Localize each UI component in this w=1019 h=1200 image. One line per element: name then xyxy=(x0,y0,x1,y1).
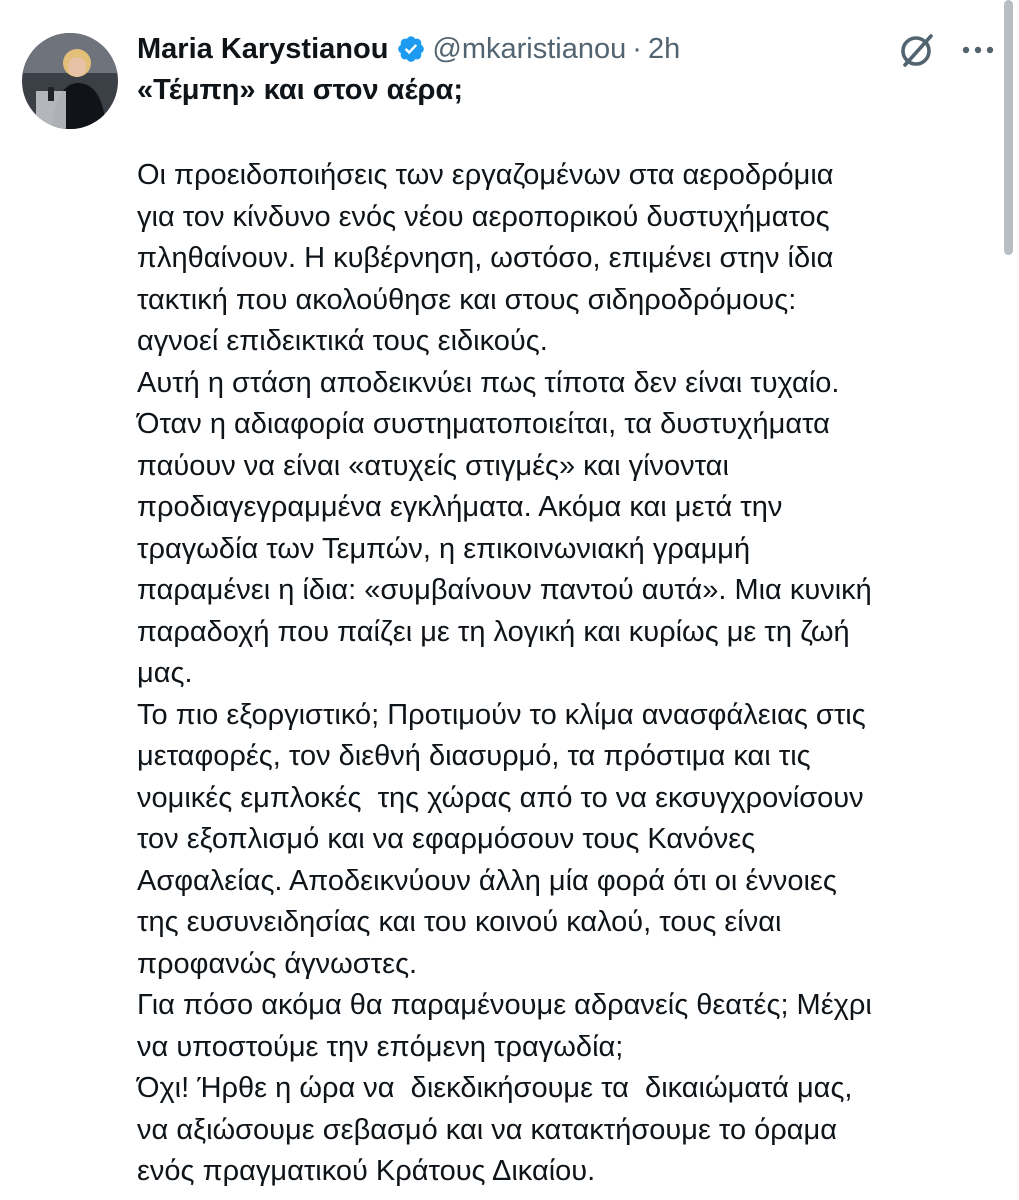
more-dots-icon[interactable] xyxy=(958,40,998,60)
tweet-body-line: προφανώς άγνωστες. xyxy=(137,947,418,980)
tweet-body-line: τραγωδία των Τεμπών, η επικοινωνιακή γραμμή xyxy=(137,532,751,565)
tweet-body-line: μεταφορές, τον διεθνή διασυρμό, τα πρόστιμα και τις xyxy=(137,740,811,772)
tweet-body-line: τακτική που ακολούθησε και στους σιδηροδρόμους: xyxy=(137,283,797,316)
tweet-body-line: Όταν η αδιαφορία συστηματοποιείται, τα δυστυχήματα xyxy=(137,408,830,440)
avatar[interactable] xyxy=(22,33,118,129)
tweet-header xyxy=(137,30,680,68)
tweet-body-line: Ασφαλείας. Αποδεικνύουν άλλη μία φορά ότι οι έννοιες xyxy=(137,864,837,897)
tweet-body-line: παραμένει η ίδια: «συμβαίνουν παντού αυτά». Μια κυνική xyxy=(137,574,872,606)
tweet-body-line: να υποστούμε την επόμενη τραγωδία; xyxy=(137,1030,624,1063)
tweet-body-line: της ευσυνειδησίας και του κοινού καλού, τους είναι xyxy=(137,906,782,938)
separator-dot: · xyxy=(632,32,642,65)
tweet-body-line: νομικές εμπλοκές της χώρας από το να εκσυγχρονίσουν xyxy=(137,781,864,814)
tweet-body-line: παύουν να είναι «ατυχείς στιγμές» και γίνονται xyxy=(137,449,729,482)
grok-icon[interactable] xyxy=(897,30,937,70)
tweet-body-line: τον εξοπλισμό και να εφαρμόσουν τους Κανόνες xyxy=(137,823,756,855)
tweet-body-line: Αυτή η στάση αποδεικνύει πως τίποτα δεν είναι τυχαίο. xyxy=(137,366,840,399)
author-handle[interactable]: @mkaristianou xyxy=(432,32,627,65)
tweet-body-line: μας. xyxy=(137,657,193,689)
tweet-body-line: Για πόσο ακόμα θα παραμένουμε αδρανείς θεατές; Μέχρι xyxy=(137,989,872,1021)
tweet-title: «Τέμπη» και στον αέρα; xyxy=(137,74,463,106)
author-name[interactable]: Maria Karystianou xyxy=(137,32,389,65)
tweet-body-line: πληθαίνουν. Η κυβέρνηση, ωστόσο, επιμένει στην ίδια xyxy=(137,242,834,274)
tweet-body-line: προδιαγεγραμμένα εγκλήματα. Ακόμα και μετά την xyxy=(137,491,783,523)
tweet-body xyxy=(137,155,872,1193)
tweet-body-line: Όχι! Ήρθε η ώρα να διεκδικήσουμε τα δικαιώματά μας, xyxy=(137,1072,853,1104)
verified-badge-icon xyxy=(396,34,426,64)
tweet-body-line: Οι προειδοποιήσεις των εργαζομένων στα αεροδρόμια xyxy=(137,159,834,191)
scrollbar[interactable] xyxy=(1004,0,1013,255)
tweet-body-line: Το πιο εξοργιστικό; Προτιμούν το κλίμα ανασφάλειας στις xyxy=(137,698,866,731)
tweet-body-line: αγνοεί επιδεικτικά τους ειδικούς. xyxy=(137,325,548,357)
tweet-body-line: ενός πραγματικού Κράτους Δικαίου. xyxy=(137,1155,596,1187)
tweet-body-line: να αξιώσουμε σεβασμό και να κατακτήσουμε το όραμα xyxy=(137,1113,838,1146)
tweet-body-line: για τον κίνδυνο ενός νέου αεροπορικού δυστυχήματος xyxy=(137,200,830,233)
tweet-body-line: παραδοχή που παίζει με τη λογική και κυρίως με τη ζωή xyxy=(137,615,850,648)
avatar-photo xyxy=(22,33,118,129)
timestamp[interactable]: 2h xyxy=(647,32,681,65)
